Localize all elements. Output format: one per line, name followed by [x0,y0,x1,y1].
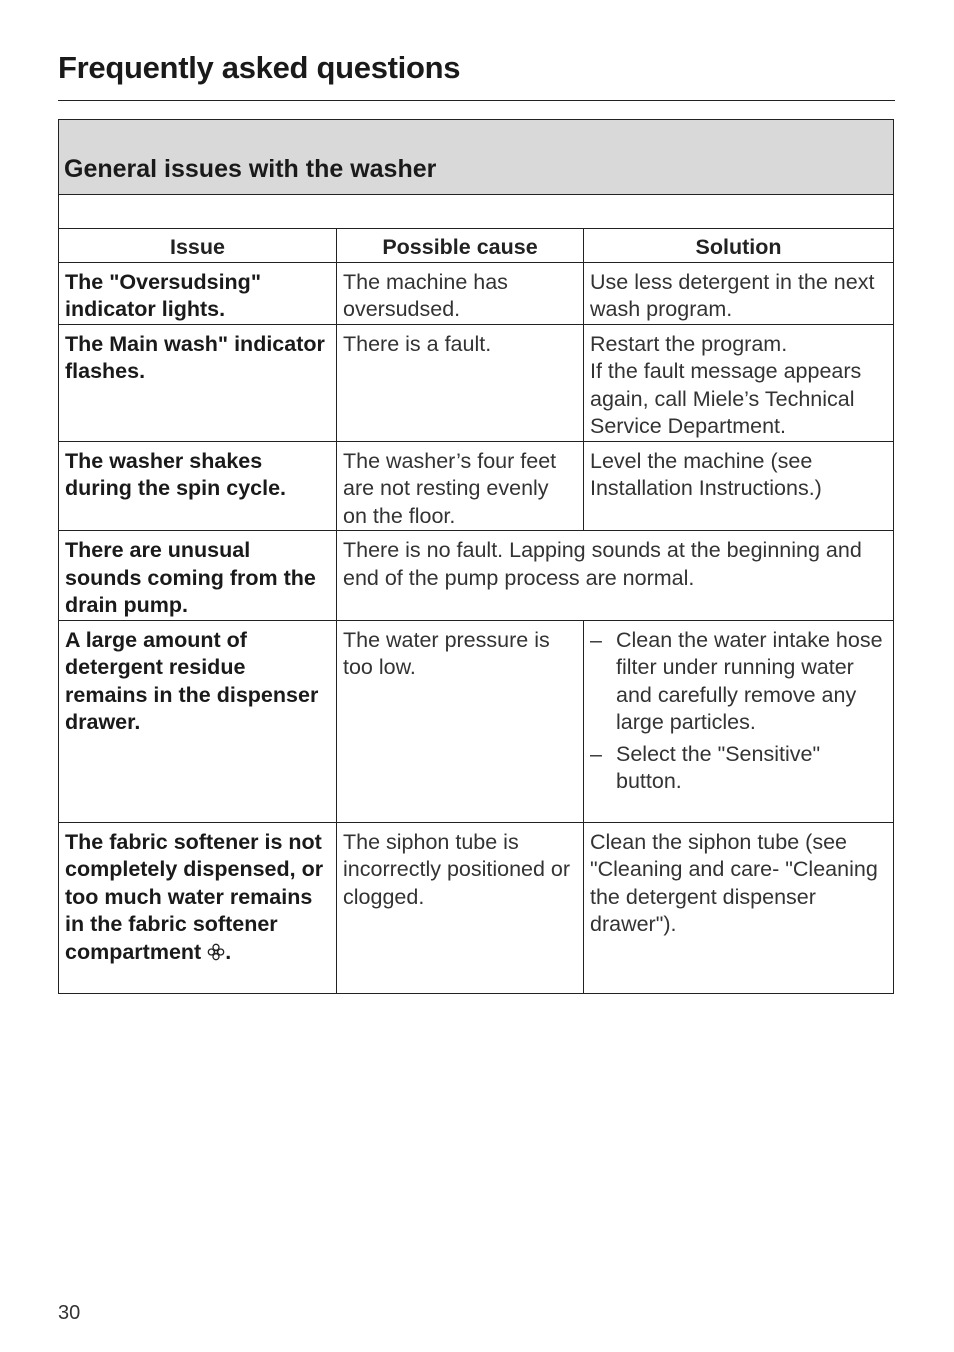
issue-cell: A large amount of detergent residue remains in the dispenser drawer. [59,620,337,822]
solution-list [590,627,887,796]
cause-cell: The water pressure is too low. [337,620,584,822]
issue-text-end: . [225,939,232,964]
table-row [59,531,894,621]
solution-cell [584,620,894,822]
issue-cell [59,822,337,993]
solution-cell: Level the machine (see Installation Instructions.) [584,441,894,531]
table-row [59,620,894,822]
table-row [59,822,894,993]
page-number: 30 [58,1302,81,1324]
issue-cell: The washer shakes during the spin cycle. [59,441,337,531]
solution-line: If the fault message appears again, call Miele’s Technical Service Department. [590,359,862,438]
column-header-cause: Possible cause [337,229,584,263]
cause-cell: The siphon tube is incorrectly positioned or clogged. [337,822,584,993]
section-title: General issues with the washer [59,120,894,195]
table-row [59,262,894,324]
table-header-row [59,229,894,263]
solution-line: Restart the program. [590,331,788,356]
title-divider [58,100,895,101]
cause-cell: The washer’s four feet are not resting evenly on the floor. [337,441,584,531]
faq-table [58,119,894,994]
table-row [59,324,894,441]
solution-cell [584,324,894,441]
column-header-issue: Issue [59,229,337,263]
cause-solution-cell: There is no fault. Lapping sounds at the beginning and end of the pump process are normal. [337,531,894,621]
section-spacer-row [59,195,894,229]
issue-text: The fabric softener is not completely dispensed, or too much water remains in the fabric softener compartment [65,829,324,964]
issue-cell: The "Oversudsing" indicator lights. [59,262,337,324]
table-row [59,441,894,531]
issue-cell: There are unusual sounds coming from the drain pump. [59,531,337,621]
page-title: Frequently asked questions [58,50,461,85]
cause-cell: There is a fault. [337,324,584,441]
flower-icon [207,939,225,967]
column-header-solution: Solution [584,229,894,263]
issue-cell: The Main wash" indicator flashes. [59,324,337,441]
solution-cell: Clean the siphon tube (see "Cleaning and care- "Cleaning the detergent dispenser drawer"). [584,822,894,993]
solution-list-item: – Select the "Sensitive" button. [590,741,887,796]
solution-list-item: – Clean the water intake hose filter under running water and carefully remove any large particles. [590,627,887,737]
section-header-row [59,120,894,195]
cause-cell: The machine has oversudsed. [337,262,584,324]
solution-cell: Use less detergent in the next wash program. [584,262,894,324]
